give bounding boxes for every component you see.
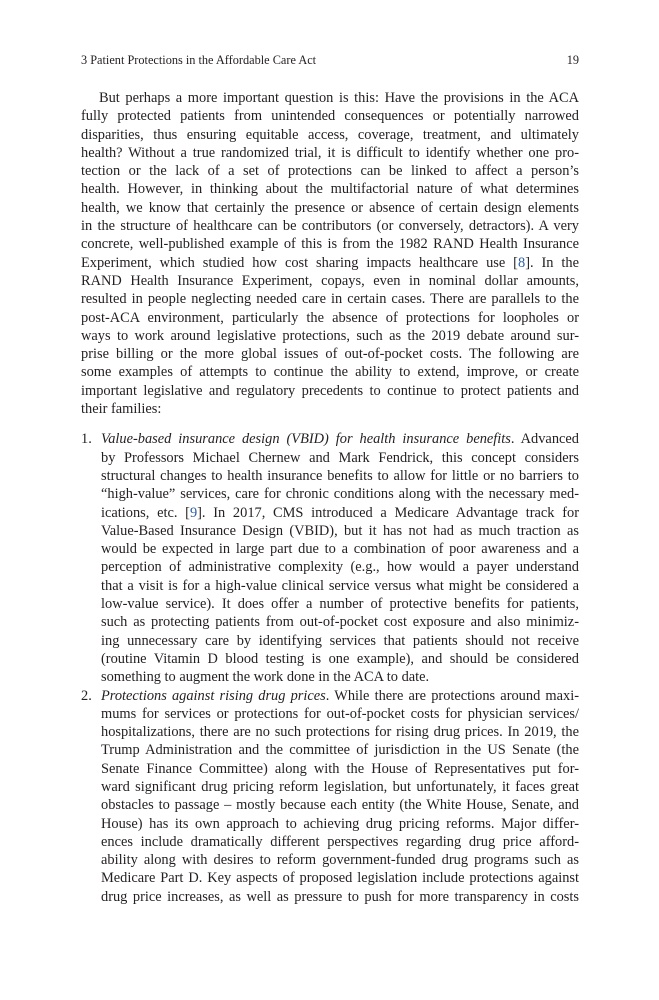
text-line: resulted in people neglecting needed care in certain cases. There are parallels to the — [81, 291, 579, 308]
text-line: their families: — [81, 401, 162, 418]
list-item — [81, 430, 579, 686]
text-line: “high-value” services, care for chronic conditions along with the necessary med- — [101, 486, 579, 503]
text-line: such as protecting patients from out-of-pocket cost exposure and also minimiz- — [101, 614, 579, 631]
text-line: hospitalizations, there are no such protections for rising drug prices. In 2019, the — [101, 724, 579, 741]
page-number: 19 — [566, 53, 579, 67]
text-line: (routine Vitamin D blood testing is one example), and should be considered — [101, 650, 579, 667]
text-line: structural changes to health insurance benefits to allow for little or no barriers to — [101, 467, 579, 484]
text-line: disparities, thus ensuring equitable access, coverage, treatment, and ultimately — [81, 126, 579, 143]
text-line: mums for services or protections for out-of-pocket costs for physician services/ — [101, 705, 579, 722]
text-line: health? Without a true randomized trial, it is difficult to identify whether one pro- — [81, 144, 579, 161]
text-line: prise billing or the more global issues of out-of-pocket costs. The following are — [81, 346, 579, 363]
text-line — [81, 254, 579, 272]
text-line: some examples of attempts to continue the ability to extend, improve, or create — [81, 364, 579, 381]
text-line: House) has its own approach to achieving drug pricing reforms. Major differ- — [101, 815, 579, 832]
reference-link-9[interactable]: 9 — [189, 504, 198, 521]
text-line: by Professors Michael Chernew and Mark Fendrick, this concept considers — [101, 449, 579, 466]
text-line — [101, 504, 579, 522]
text-line: low-value service). It does offer a number of protective benefits for patients, — [101, 596, 579, 613]
text-fragment: ]. In 2017, CMS introduced a Medicare Advantage track for — [197, 504, 579, 521]
text-line: that a visit is for a high-value clinical service versus what might be considered a — [101, 577, 579, 594]
text-fragment: . While there are protections around maxi- — [325, 687, 579, 704]
list-number: 2. — [81, 687, 92, 704]
list-item — [81, 687, 579, 907]
text-line: concrete, well-published example of this is from the 1982 RAND Health Insurance — [81, 236, 579, 253]
text-fragment: ications, etc. [ — [101, 504, 190, 521]
text-line: important legislative and regulatory precedents to continue to protect patients and — [81, 382, 579, 399]
text-line: Trump Administration and the committee of jurisdiction in the US Senate (the — [101, 742, 579, 759]
text-line: ability along with desires to reform government-funded drug programs such as — [101, 852, 579, 869]
text-line: drug price increases, as well as pressure to push for more transparency in costs — [101, 888, 579, 905]
text-line: in the structure of healthcare can be contributors (or conversely, detractors). A very — [81, 218, 579, 235]
text-line — [101, 430, 579, 448]
text-line: health, we know that certainly the presence or absence of certain design elements — [81, 199, 579, 216]
body-text — [81, 89, 579, 906]
text-line: Senate Finance Committee) along with the House of Representatives put for- — [101, 760, 579, 777]
numbered-list — [81, 430, 579, 906]
text-line: tection or the lack of a set of protections can be linked to affect a person’s — [81, 163, 579, 180]
text-fragment: ]. In the — [525, 254, 579, 271]
text-line: fully protected patients from unintended consequences or potentially narrowed — [81, 108, 579, 125]
text-line: health. However, in thinking about the multifactorial nature of what determines — [81, 181, 579, 198]
text-line — [101, 687, 579, 705]
text-line: RAND Health Insurance Experiment, copays, even in nominal dollar amounts, — [81, 272, 579, 289]
text-line: Value-Based Insurance Design (VBID), but it has not had as much traction as — [101, 522, 579, 539]
item-heading: Protections against rising drug prices — [101, 687, 326, 704]
intro-paragraph — [81, 89, 579, 418]
list-number: 1. — [81, 431, 92, 448]
text-line: Medicare Part D. Key aspects of proposed legislation include protections against — [101, 870, 579, 887]
item-heading: Value-based insurance design (VBID) for health insurance benefits — [101, 431, 511, 448]
text-line: ing unnecessary care by identifying services that patients should not receive — [101, 632, 579, 649]
text-fragment: Experiment, which studied how cost sharing impacts healthcare use [ — [81, 254, 518, 271]
chapter-title: 3 Patient Protections in the Affordable Care Act — [81, 53, 317, 67]
text-line: something to augment the work done in the ACA to date. — [101, 669, 430, 686]
text-line: ences include dramatically different perspectives regarding drug price afford- — [101, 833, 579, 850]
text-line: obstacles to passage – mostly because each entity (the White House, Senate, and — [101, 797, 579, 814]
text-line: post-ACA environment, particularly the absence of protections for loopholes or — [81, 309, 579, 326]
text-line: But perhaps a more important question is this: Have the provisions in the ACA — [99, 90, 579, 106]
text-line: ward significant drug pricing reform legislation, but unfortunately, it faces great — [101, 778, 579, 795]
text-line: would be expected in large part due to a combination of poor awareness and a — [101, 541, 579, 558]
text-fragment: . Advanced — [510, 431, 579, 448]
text-line: ways to work around legislative protections, such as the 2019 debate around sur- — [81, 327, 579, 344]
text-line: perception of administrative complexity (e.g., how would a payer understand — [101, 559, 579, 576]
reference-link-8[interactable]: 8 — [517, 254, 526, 271]
